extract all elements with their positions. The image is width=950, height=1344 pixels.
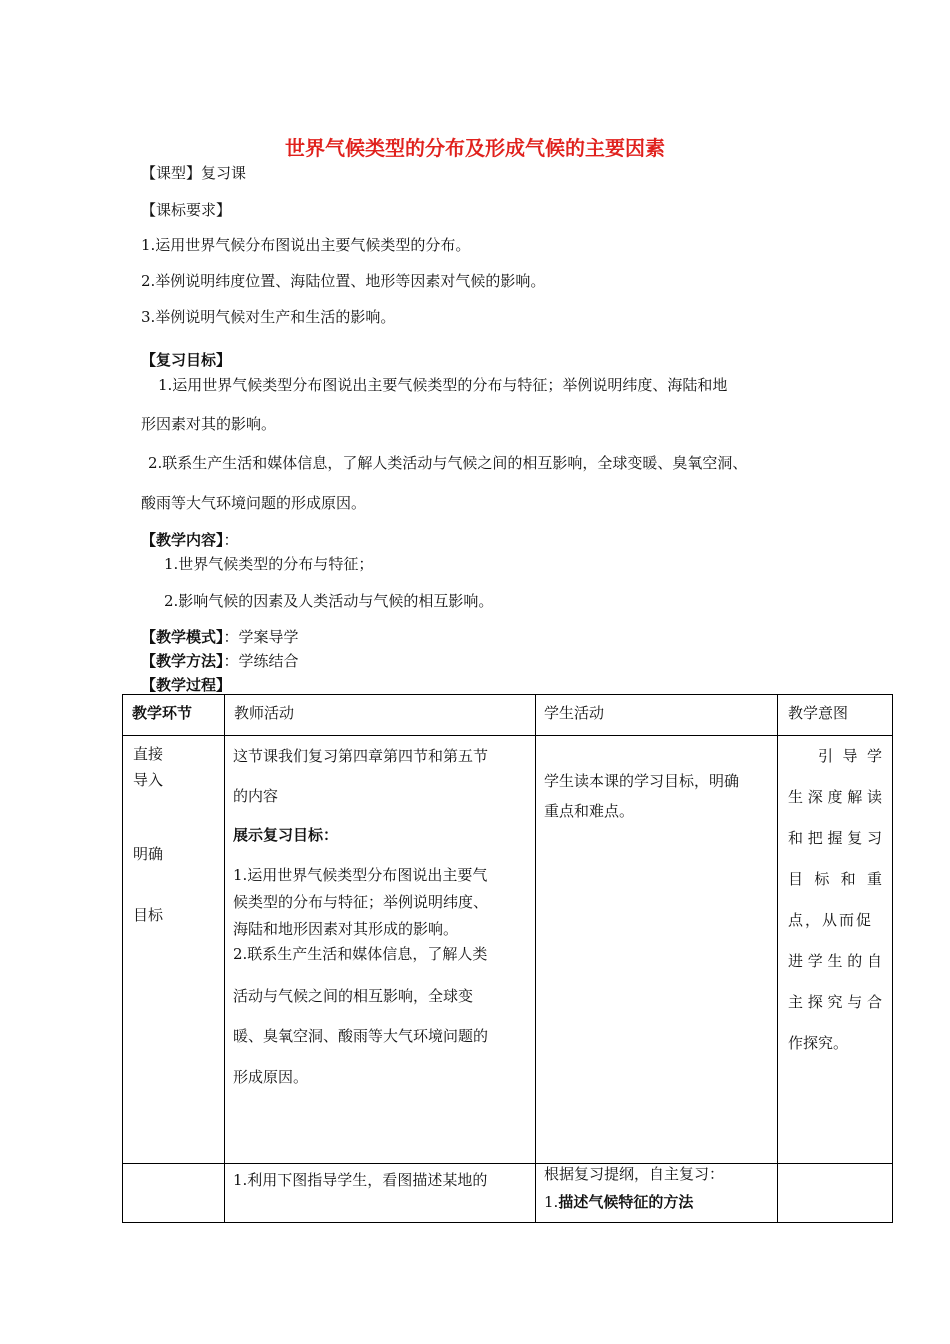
- teacher-text: 这节课我们复习第四章第四节和第五节: [233, 747, 489, 765]
- intent-char: 和: [840, 870, 856, 888]
- teaching-mode-label: 【教学模式】: [141, 628, 224, 646]
- review-goals-heading: 【复习目标】: [141, 351, 232, 369]
- intent-char: 的: [847, 952, 863, 970]
- stage-text: 目标: [133, 906, 164, 924]
- intent-line: [788, 991, 882, 1012]
- table-row: [123, 736, 893, 1164]
- header-cell: [536, 695, 778, 736]
- intent-char: 进: [788, 952, 804, 970]
- intent-char: 标: [814, 870, 830, 888]
- header-cell: [778, 695, 893, 736]
- intent-line: [818, 745, 882, 766]
- header-student: 学生活动: [544, 704, 605, 722]
- content-heading-suffix: ：: [223, 531, 239, 549]
- student-bold-text: 描述气候特征的方法: [558, 1193, 694, 1211]
- student-text: 学生读本课的学习目标，明确: [544, 772, 740, 790]
- intent-char: 把: [807, 829, 823, 847]
- stage-cell: [123, 736, 225, 1164]
- intent-line: [788, 950, 882, 971]
- intent-char: 学: [866, 747, 882, 765]
- teaching-method-value: 学练结合: [238, 652, 299, 670]
- intent-char: 主: [788, 993, 804, 1011]
- curriculum-heading: 【课标要求】: [141, 201, 232, 219]
- intent-line: [788, 868, 882, 889]
- teacher-text: 候类型的分布与特征；举例说明纬度、: [233, 893, 489, 911]
- student-item-number: 1.: [544, 1193, 559, 1211]
- curriculum-item: 3.举例说明气候对生产和生活的影响。: [141, 308, 396, 326]
- teacher-cell: [225, 736, 536, 1164]
- intent-char: 深: [807, 788, 823, 806]
- process-heading: 【教学过程】: [141, 676, 232, 694]
- header-stage: 教学环节: [132, 704, 193, 722]
- lesson-type-label: 【课型】: [141, 164, 202, 182]
- page-title: 世界气候类型的分布及形成气候的主要因素: [285, 136, 665, 160]
- header-cell: [123, 695, 225, 736]
- intent-char: 习: [866, 829, 882, 847]
- stage-cell: [123, 1164, 225, 1223]
- process-table: [122, 694, 893, 1223]
- intent-char: 与: [847, 993, 863, 1011]
- teaching-method-label: 【教学方法】: [141, 652, 224, 670]
- teacher-text: 形成原因。: [233, 1068, 309, 1086]
- student-text: 重点和难点。: [544, 802, 635, 820]
- intent-char: 探: [807, 993, 823, 1011]
- intent-char: 生: [827, 952, 843, 970]
- review-goal-line: 酸雨等大气环境问题的形成原因。: [141, 494, 367, 512]
- content-item: 1.世界气候类型的分布与特征；: [164, 555, 374, 573]
- review-goal-line: 2.联系生产生活和媒体信息，了解人类活动与气候之间的相互影响，全球变暖、臭氧空洞、: [148, 454, 748, 472]
- header-teacher: 教师活动: [234, 704, 295, 722]
- intent-char: 复: [847, 829, 863, 847]
- teacher-text: 海陆和地形因素对其形成的影响。: [233, 920, 459, 938]
- header-intent: 教学意图: [788, 704, 849, 722]
- intent-char: 合: [866, 993, 882, 1011]
- intent-char: 导: [842, 747, 858, 765]
- teaching-mode-value: 学案导学: [238, 628, 299, 646]
- teacher-text: 暖、臭氧空洞、酸雨等大气环境问题的: [233, 1027, 489, 1045]
- intent-line: [788, 786, 882, 807]
- teaching-mode: [141, 626, 299, 647]
- teacher-text: 的内容: [233, 787, 279, 805]
- teaching-method: [141, 650, 299, 671]
- teaching-mode-suffix: ：: [223, 628, 239, 646]
- teacher-text: 1.利用下图指导学生，看图描述某地的: [233, 1171, 488, 1189]
- review-goal-line: 1.运用世界气候类型分布图说出主要气候类型的分布与特征；举例说明纬度、海陆和地: [158, 376, 728, 394]
- intent-char: 引: [818, 747, 834, 765]
- review-goal-line: 形因素对其的影响。: [141, 415, 277, 433]
- student-cell: [536, 736, 778, 1164]
- content-item: 2.影响气候的因素及人类活动与气候的相互影响。: [164, 592, 494, 610]
- student-text: 根据复习提纲，自主复习：: [544, 1165, 725, 1183]
- intent-char: 生: [788, 788, 804, 806]
- intent-char: 目: [788, 870, 804, 888]
- intent-cell: [778, 736, 893, 1164]
- student-cell: [536, 1164, 778, 1223]
- intent-char: 自: [866, 952, 882, 970]
- stage-text: 直接: [133, 745, 164, 763]
- content-heading: [141, 529, 239, 550]
- lesson-type-value: 复习课: [201, 164, 247, 182]
- lesson-type: [141, 162, 246, 183]
- intent-char: 解: [847, 788, 863, 806]
- teacher-text: 1.运用世界气候类型分布图说出主要气: [233, 866, 488, 884]
- intent-char: 究: [827, 993, 843, 1011]
- table-header-row: [123, 695, 893, 736]
- intent-char: 和: [788, 829, 804, 847]
- intent-line: [788, 827, 882, 848]
- intent-line: 点，从而促: [788, 911, 874, 929]
- teacher-bold-text: 展示复习目标：: [233, 826, 339, 844]
- stage-text: 明确: [133, 845, 164, 863]
- curriculum-item: 1.运用世界气候分布图说出主要气候类型的分布。: [141, 236, 471, 254]
- teacher-text: 2.联系生产生活和媒体信息，了解人类: [233, 945, 488, 963]
- curriculum-item: 2.举例说明纬度位置、海陆位置、地形等因素对气候的影响。: [141, 272, 546, 290]
- teaching-method-suffix: ：: [223, 652, 239, 670]
- stage-text: 导入: [133, 771, 164, 789]
- teacher-cell: [225, 1164, 536, 1223]
- intent-char: 读: [866, 788, 882, 806]
- header-cell: [225, 695, 536, 736]
- intent-char: 重: [866, 870, 882, 888]
- intent-char: 度: [827, 788, 843, 806]
- content-heading-label: 【教学内容】: [141, 531, 224, 549]
- intent-cell: [778, 1164, 893, 1223]
- intent-char: 学: [807, 952, 823, 970]
- table-row: [123, 1164, 893, 1223]
- intent-char: 握: [827, 829, 843, 847]
- teacher-text: 活动与气候之间的相互影响，全球变: [233, 987, 474, 1005]
- intent-line: 作探究。: [788, 1034, 849, 1052]
- student-text: [544, 1191, 693, 1212]
